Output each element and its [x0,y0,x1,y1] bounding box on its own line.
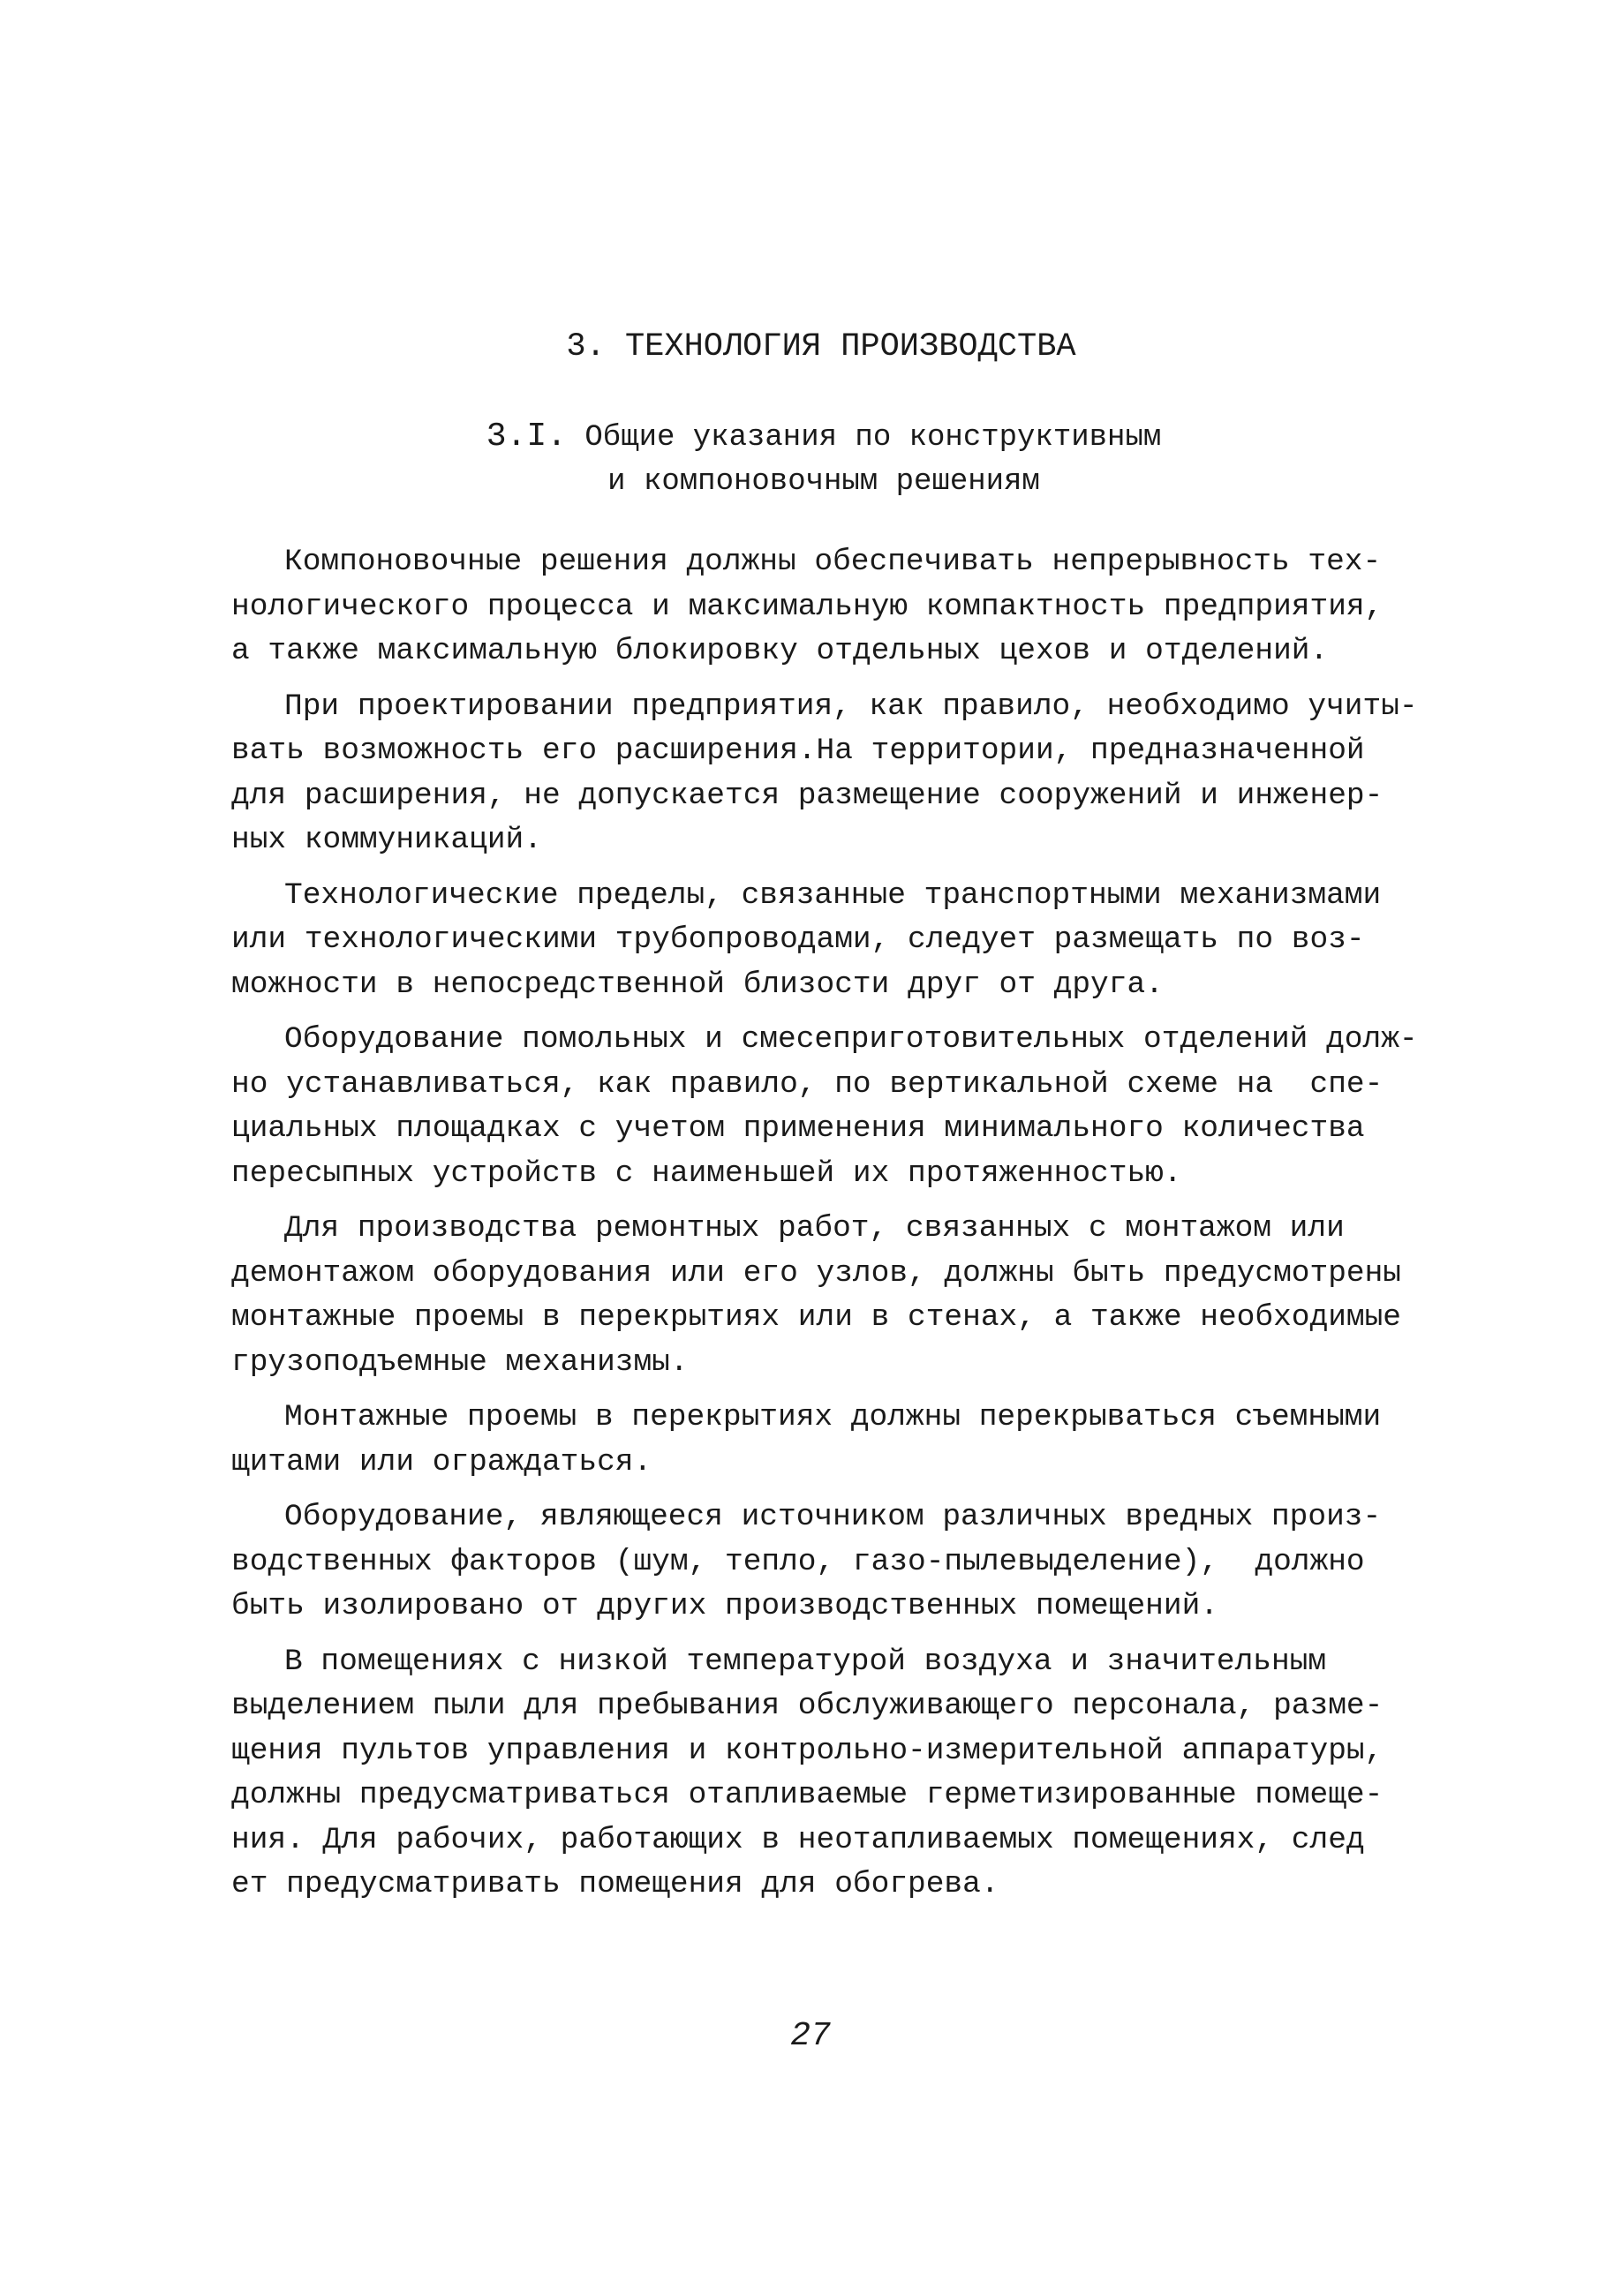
body-text [231,540,1432,1918]
paragraph-line: Технологические пределы, связанные транспортными механизмами [284,877,1382,913]
paragraph-line: должны предусматриваться отапливаемые герметизированные помеще- [231,1778,1384,1812]
subsection-heading-line-1 [26,415,1621,460]
paragraph-line: ных коммуникаций. [231,823,542,857]
subsection-heading [0,415,1621,504]
paragraph-line: можности в непосредственной близости друг от друга. [231,967,1164,1002]
paragraph-line: При проектировании предприятия, как правило, необходимо учиты- [284,689,1418,724]
paragraph-line: быть изолировано от других производственных помещений. [231,1589,1218,1623]
paragraph-line: выделением пыли для пребывания обслуживающего персонала, разме- [231,1689,1384,1723]
paragraph-line: монтажные проемы в перекрытиях или в стенах, а также необходимые [231,1300,1402,1335]
paragraph-line: Компоновочные решения должны обеспечивать непрерывность тех- [284,545,1382,579]
paragraph-line: нологического процесса и максимальную компактность предприятия, [231,589,1384,624]
paragraph-line: но устанавливаться, как правило, по вертикальной схеме на спе- [231,1066,1384,1102]
page-number: 27 [790,2017,831,2055]
paragraph [231,874,1432,1008]
paragraph [231,1207,1432,1385]
paragraph-line: В помещениях с низкой температурой воздуха и значительным [284,1644,1327,1679]
paragraph-line: или технологическими трубопроводами, следует размещать по воз- [231,922,1365,957]
paragraph-line: Для производства ремонтных работ, связанных с монтажом или [284,1211,1345,1246]
paragraph [231,1396,1432,1485]
paragraph-line: Оборудование помольных и смесеприготовительных отделений долж- [284,1022,1418,1057]
paragraph [231,1018,1432,1196]
paragraph-line: водственных факторов (шум, тепло, газо-пылевыделение), должно [231,1544,1365,1579]
paragraph [231,685,1432,863]
paragraph-line: а также максимальную блокировку отдельных цехов и отделений. [231,634,1329,668]
section-title: 3. ТЕХНОЛОГИЯ ПРОИЗВОДСТВА [566,328,1076,365]
paragraph-line: ет предусматривать помещения для обогрева. [231,1867,999,1901]
paragraph-line: щения пультов управления и контрольно-измерительной аппаратуры, [231,1733,1384,1768]
paragraph [231,540,1432,674]
paragraph-line: вать возможность его расширения.На территории, предназначенной [231,734,1365,768]
paragraph [231,1640,1432,1908]
paragraph-line: Монтажные проемы в перекрытиях должны перекрываться съемными [284,1400,1382,1434]
subsection-number: 3.I. [486,418,567,455]
paragraph-line: демонтажом оборудования или его узлов, должны быть предусмотрены [231,1255,1402,1291]
paragraph-line: циальных площадках с учетом применения минимального количества [231,1111,1365,1146]
paragraph [231,1495,1432,1630]
paragraph-line: пересыпных устройств с наименьшей их протяженностью. [231,1156,1182,1191]
paragraph-line: ния. Для рабочих, работающих в неотапливаемых помещениях, след [231,1822,1365,1857]
subsection-title-line-1: Общие указания по конструктивным [584,421,1162,455]
paragraph-line: щитами или ограждаться. [231,1444,652,1479]
paragraph-line: грузоподъемные механизмы. [231,1344,689,1380]
paragraph-line: Оборудование, являющееся источником различных вредных произ- [284,1500,1382,1534]
subsection-title-line-2: и компоновочным решениям [607,465,1040,499]
paragraph-line: для расширения, не допускается размещение сооружений и инженер- [231,778,1384,813]
